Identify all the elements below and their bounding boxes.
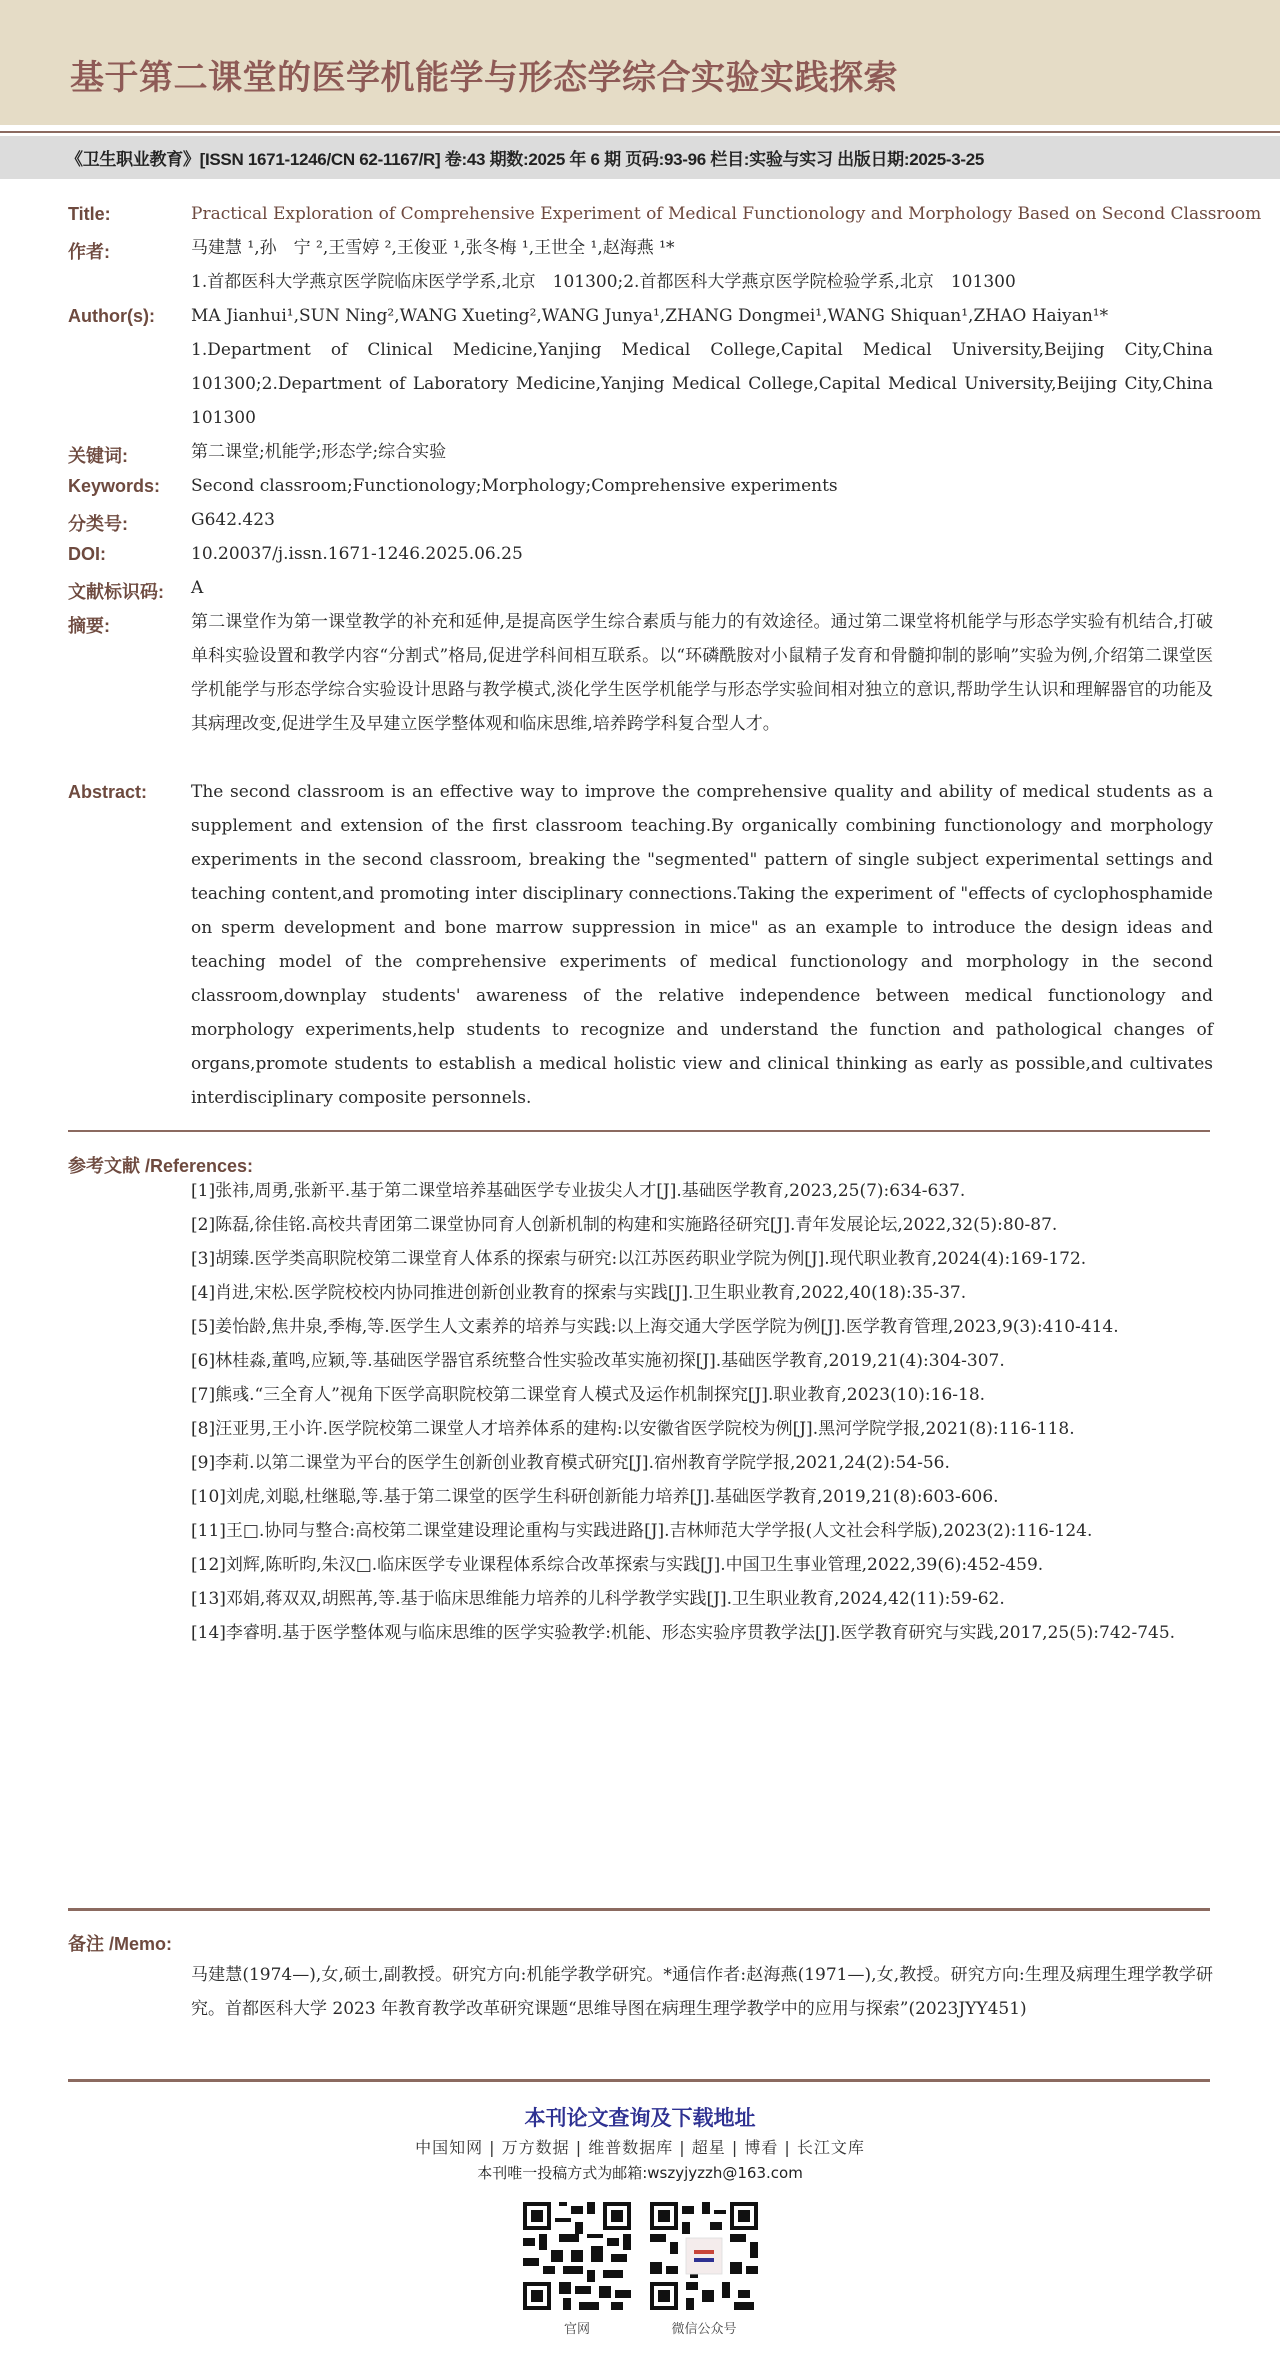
keywords-cn-label: 关键词: <box>68 446 128 466</box>
reference-item: [3]胡臻.医学类高职院校第二课堂育人体系的探索与研究:以江苏医药职业学院为例[J].现代职业教育,2024(4):169-172. <box>191 1249 1087 1269</box>
authors-label: 作者: <box>68 242 110 262</box>
header-divider <box>0 131 1280 133</box>
keywords-cn: 第二课堂;机能学;形态学;综合实验 <box>191 442 447 462</box>
memo-label: 备注 /Memo: <box>68 1934 173 1954</box>
journal-logo-icon <box>686 2238 722 2274</box>
qr-official-site[interactable] <box>523 2202 631 2310</box>
database-list[interactable]: 中国知网 | 万方数据 | 维普数据库 | 超星 | 博看 | 长江文库 <box>415 2138 865 2157</box>
keywords-en: Second classroom;Functionology;Morphology;Comprehensive experiments <box>191 476 838 496</box>
memo-text: 马建慧(1974—),女,硕士,副教授。研究方向:机能学教学研究。*通信作者:赵海燕(1971—),女,教授。研究方向:生理及病理生理学教学研究。首都医科大学 2023 年教育教学改革研究课题“思维导图在病理生理学教学中的应用与探索”(2023JYY451) <box>191 1965 1213 2019</box>
journal-info-bar <box>0 136 1280 179</box>
reference-item: [11]王□.协同与整合:高校第二课堂建设理论重构与实践进路[J].吉林师范大学学报(人文社会科学版),2023(2):116-124. <box>191 1521 1093 1541</box>
title-en: Practical Exploration of Comprehensive Experiment of Medical Functionology and Morphology Based on Second Classroom <box>191 204 1262 224</box>
reference-item: [10]刘虎,刘聪,杜继聪,等.基于第二课堂的医学生科研创新能力培养[J].基础医学教育,2019,21(8):603-606. <box>191 1487 999 1507</box>
memo-divider <box>68 1908 1210 1911</box>
reference-item: [5]姜怡龄,焦井泉,季梅,等.医学生人文素养的培养与实践:以上海交通大学医学院为例[J].医学教育管理,2023,9(3):410-414. <box>191 1317 1119 1337</box>
reference-item: [14]李睿明.基于医学整体观与临床思维的医学实验教学:机能、形态实验序贯教学法[J].医学教育研究与实践,2017,25(5):742-745. <box>191 1623 1176 1643</box>
keywords-en-label: Keywords: <box>68 476 161 496</box>
footer-divider <box>68 2079 1210 2082</box>
page-title: 基于第二课堂的医学机能学与形态学综合实验实践探索 <box>70 58 898 98</box>
abstract-en-label: Abstract: <box>68 782 148 802</box>
affiliation-en: 1.Department of Clinical Medicine,Yanjing Medical College,Capital Medical University,Beijing City,China 101300;2.Department of Laboratory Medicine,Yanjing Medical College,Capital Medical University,Beijing City,China 101300 <box>191 340 1213 428</box>
reference-item: [8]汪亚男,王小许.医学院校第二课堂人才培养体系的建构:以安徽省医学院校为例[J].黑河学院学报,2021(8):116-118. <box>191 1419 1075 1439</box>
qr-code-icon <box>523 2202 631 2310</box>
authors-cn: 马建慧 ¹,孙 宁 ²,王雪婷 ²,王俊亚 ¹,张冬梅 ¹,王世全 ¹,赵海燕 ¹* <box>191 238 675 258</box>
header-band <box>0 0 1280 125</box>
doi-label: DOI: <box>68 544 106 564</box>
abstract-en: The second classroom is an effective way to improve the comprehensive quality and ability of medical students as a supplement and extension of the first classroom teaching.By organically combining functionology and morphology experiments in the second classroom, breaking the "segmented" pattern of single subject experimental settings and teaching content,and promoting inter disciplinary connections.Taking the experiment of "effects of cyclophosphamide on sperm development and bone marrow suppression in mice" as an example to introduce the design ideas and teaching model of the comprehensive experiments of medical functionology and morphology in the second classroom,downplay students' awareness of the relative independence between medical functionology and morphology experiments,help students to recognize and understand the function and pathological changes of organs,promote students to establish a medical holistic view and clinical thinking as early as possible,and cultivates interdisciplinary composite personnels. <box>191 782 1213 1108</box>
authors-en-label: Author(s): <box>68 306 155 326</box>
reference-item: [4]肖进,宋松.医学院校校内协同推进创新创业教育的探索与实践[J].卫生职业教育,2022,40(18):35-37. <box>191 1283 967 1303</box>
reference-item: [2]陈磊,徐佳铭.高校共青团第二课堂协同育人创新机制的构建和实施路径研究[J].青年发展论坛,2022,32(5):80-87. <box>191 1215 1058 1235</box>
title-label: Title: <box>68 204 111 224</box>
journal-info: 《卫生职业教育》[ISSN 1671-1246/CN 62-1167/R] 卷:43 期数:2025 年 6 期 页码:93-96 栏目:实验与实习 出版日期:2025-3-25 <box>66 150 985 169</box>
qr-official-caption: 官网 <box>563 2322 590 2337</box>
reference-item: [6]林桂淼,董鸣,应颖,等.基础医学器官系统整合性实验改革实施初探[J].基础医学教育,2019,21(4):304-307. <box>191 1351 1005 1371</box>
abstract-cn-label: 摘要: <box>68 616 110 636</box>
references-list <box>191 1174 1213 1650</box>
doc-code: A <box>191 578 204 598</box>
qr-code-icon <box>650 2202 758 2310</box>
reference-item: [12]刘辉,陈昕昀,朱汉□.临床医学专业课程体系综合改革探索与实践[J].中国卫生事业管理,2022,39(6):452-459. <box>191 1555 1044 1575</box>
reference-item: [7]熊彧.“三全育人”视角下医学高职院校第二课堂育人模式及运作机制探究[J].职业教育,2023(10):16-18. <box>191 1385 986 1405</box>
abstract-cn: 第二课堂作为第一课堂教学的补充和延伸,是提高医学生综合素质与能力的有效途径。通过第二课堂将机能学与形态学实验有机结合,打破单科实验设置和教学内容“分割式”格局,促进学科间相互联系。以“环磷酰胺对小鼠精子发育和骨髓抑制的影响”实验为例,介绍第二课堂医学机能学与形态学综合实验设计思路与教学模式,淡化学生医学机能学与形态学实验间相对独立的意识,帮助学生认识和理解器官的功能及其病理改变,促进学生及早建立医学整体观和临床思维,培养跨学科复合型人才。 <box>191 612 1213 734</box>
qr-wechat-caption: 微信公众号 <box>671 2322 737 2337</box>
qr-wechat[interactable] <box>650 2202 758 2310</box>
class-label: 分类号: <box>68 514 128 534</box>
footer-title: 本刊论文查询及下载地址 <box>524 2106 756 2130</box>
doc-code-label: 文献标识码: <box>68 582 164 602</box>
references-label: 参考文献 /References: <box>68 1156 254 1176</box>
reference-item: [9]李莉.以第二课堂为平台的医学生创新创业教育模式研究[J].宿州教育学院学报,2021,24(2):54-56. <box>191 1453 950 1473</box>
affiliation-cn: 1.首都医科大学燕京医学院临床医学学系,北京 101300;2.首都医科大学燕京医学院检验学系,北京 101300 <box>191 272 1016 292</box>
reference-item: [1]张祎,周勇,张新平.基于第二课堂培养基础医学专业拔尖人才[J].基础医学教育,2023,25(7):634-637. <box>191 1181 966 1201</box>
references-divider <box>68 1130 1210 1132</box>
authors-en: MA Jianhui¹,SUN Ning²,WANG Xueting²,WANG Junya¹,ZHANG Dongmei¹,WANG Shiquan¹,ZHAO Haiyan¹* <box>191 306 1109 326</box>
class-number: G642.423 <box>191 510 275 530</box>
doi-link[interactable]: 10.20037/j.issn.1671-1246.2025.06.25 <box>191 544 523 564</box>
submission-email[interactable]: 本刊唯一投稿方式为邮箱:wszyjyzzh@163.com <box>477 2164 803 2182</box>
reference-item: [13]邓娟,蒋双双,胡熙苒,等.基于临床思维能力培养的儿科学教学实践[J].卫生职业教育,2024,42(11):59-62. <box>191 1589 1005 1609</box>
